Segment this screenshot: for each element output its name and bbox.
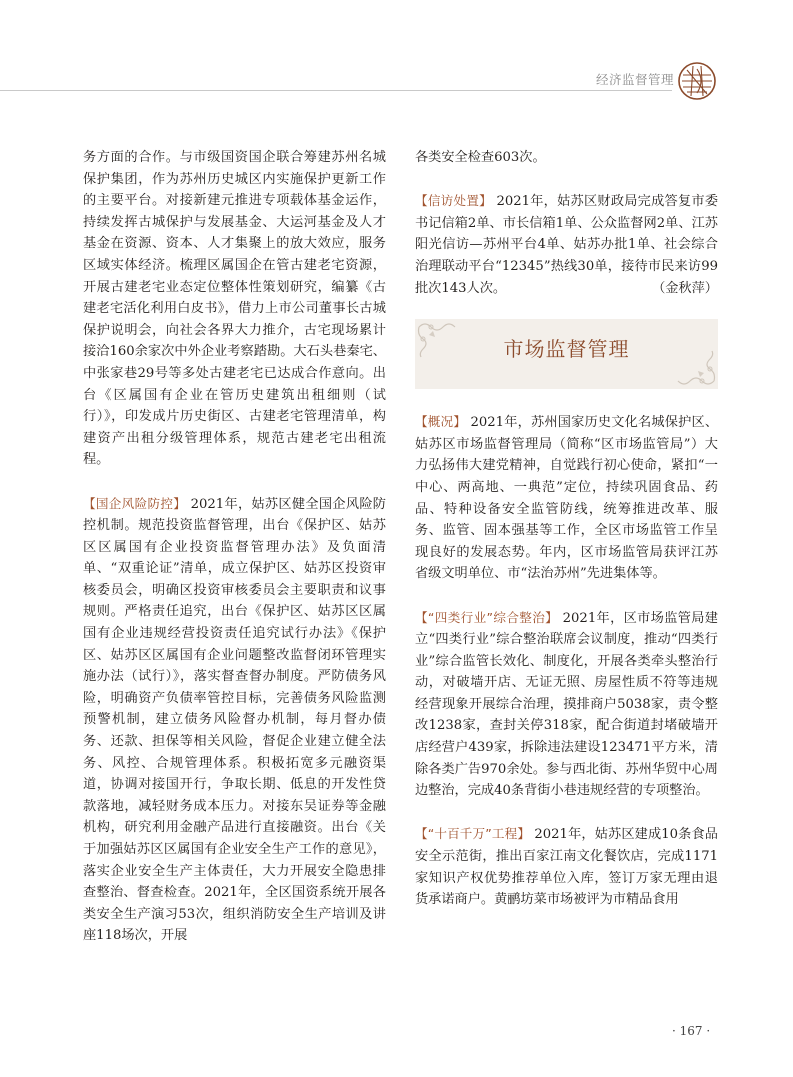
seal-logo-icon — [677, 61, 717, 101]
paragraph-overview — [415, 411, 718, 585]
paragraph-soe-risk-control — [83, 493, 386, 947]
paragraph-text: 2021年，姑苏区健全国企风险防控机制。规范投资监督管理，出台《保护区、姑苏区区属国有企业投资监督管理办法》及负面清单、“双重论证”清单，成立保护区、姑苏区投资审核委员会，明确区投资审核委员会主要职责和议事规则。严格责任追究，出台《保护区、姑苏区区属国有企业违规经营投资责任追究试行办法》《保护区、姑苏区区属国有企业问题整改监督闭环管理实施办法（试行）》，落实督查督办制度。严防债务风险，明确资产负债率管控目标，完善债务风险监测预警机制，建立债务风险督办机制，每月督办债务、还款、担保等相关风险，督促企业建立健全法务、风控、合规管理体系。积极拓宽多元融资渠道，协调对接国开行，争取长期、低息的开发性贷款落地，减轻财务成本压力。对接东吴证券等金融机构，研究利用金融产品进行直接融资。出台《关于加强姑苏区区属国有企业安全生产工作的意见》，落实企业安全生产主体责任，大力开展安全隐患排查整治、督查检查。2021年，全区国资系统开展各类安全生产演习53次，组织消防安全生产培训及讲座118场次，开展 — [83, 496, 386, 944]
section-tag: 【概况】 — [415, 414, 467, 430]
section-tag: 【“四类行业”综合整治】 — [415, 609, 559, 625]
page-number: · 167 · — [672, 1024, 711, 1038]
header-rule — [0, 90, 672, 91]
paragraph-four-industries — [415, 607, 718, 802]
paragraph-continuation — [415, 147, 718, 169]
paragraph-continuation — [83, 147, 386, 471]
paragraph-text: 各类安全检查603次。 — [415, 150, 546, 165]
paragraph-ten-hundred-thousand — [415, 823, 718, 910]
paragraph-text: 2021年，姑苏区建成10条食品安全示范街，推出百家江南文化餐饮店，完成1171家知识产权优势推荐单位入库，签订万家无理由退货承诺商户。黄鹂坊菜市场被评为市精品食用 — [415, 827, 718, 908]
paragraph-text: 2021年，苏州国家历史文化名城保护区、姑苏区市场监督管理局（简称“区市场监管局”）大力弘扬伟大建党精神，自觉践行初心使命，紧扣“一中心、两高地、一典范”定位，持续巩固食品、药品、特种设备安全监管防线，统筹推进改革、服务、监管、固本强基等工作，全区市场监管工作呈现良好的发展态势。年内，区市场监管局获评江苏省级文明单位、市“法治苏州”先进集体等。 — [415, 415, 719, 582]
paragraph-petition-handling — [415, 190, 718, 299]
paragraph-text: 务方面的合作。与市级国资国企联合筹建苏州名城保护集团，作为苏州历史城区内实施保护更新工作的主要平台。对接新建元推进专项载体基金运作，持续发挥古城保护与发展基金、大运河基金及人才基金在资源、资本、人才集聚上的放大效应，服务区域实体经济。梳理区属国企在管古建老宅资源，开展古建老宅业态定位整体性策划研究，编纂《古建老宅活化利用白皮书》，借力上市公司董事长古城保护说明会，向社会各界大力推介，古宅现场累计接洽160余家次中外企业考察踏勘。大石头巷秦宅、中张家巷29号等多处古建老宅已达成合作意向。出台《区属国有企业在管历史建筑出租细则（试行）》，印发成片历史街区、古建老宅管理清单，构建资产出租分级管理体系，规范古建老宅出租流程。 — [83, 150, 386, 468]
section-banner — [415, 319, 718, 389]
left-column — [83, 147, 386, 947]
paragraph-text: 2021年，区市场监管局建立“四类行业”综合整治联席会议制度，推动“四类行业”综合监管长效化、制度化，开展各类牵头整治行动，对破墙开店、无证无照、房屋性质不符等违规经营现象开展综合治理，摸排商户5038家，责令整改1238家，查封关停318家，配合街道封堵破墙开店经营户439家，拆除违法建设123471平方米，清除各类广告970余处。参与西北街、苏州华贸中心周边整治，完成40条背街小巷违规经营的专项整治。 — [415, 610, 718, 799]
right-column — [415, 147, 718, 911]
section-title: 市场监督管理 — [503, 337, 630, 362]
paragraph-text: 2021年，姑苏区财政局完成答复市委书记信箱2单、市长信箱1单、公众监督网2单、江苏阳光信访—苏州平台4单、姑苏办批1单、社会综合治理联动平台“12345”热线30单，接待市民来访99批次143人次。 — [415, 194, 719, 296]
section-tag: 【“十百千万”工程】 — [415, 826, 531, 842]
author-credit: （金秋萍） — [652, 280, 718, 296]
section-tag: 【国企风险防控】 — [83, 495, 187, 511]
running-title: 经济监督管理 — [596, 72, 675, 87]
section-tag: 【信访处置】 — [415, 193, 493, 209]
